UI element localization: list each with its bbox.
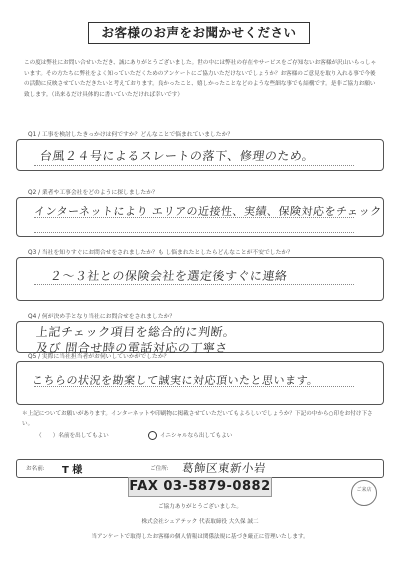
page-title: お客様のお声をお聞かせください bbox=[88, 22, 310, 44]
address-label: ご住所: bbox=[150, 466, 169, 472]
answer-4-text-line-1: 上記チェック項目を総合的に判断。 bbox=[35, 325, 237, 339]
answer-5-text: こちらの状況を勘案して誠実に対応頂いたと思います。 bbox=[31, 374, 320, 387]
answer-line bbox=[34, 217, 354, 218]
answer-line bbox=[34, 165, 354, 166]
answer-4-text-line-2: 及び 問合せ時の電話対応の丁寧さ bbox=[35, 341, 229, 355]
answer-line bbox=[34, 232, 354, 233]
publish-note: ＊上記についてお願いがあります。インターネットや印刷物に掲載させていただいてもよろしいでしょうか？下記の中から○印をお付け下さい。 bbox=[22, 411, 373, 427]
name-value: T 様 bbox=[62, 465, 83, 476]
option-name-ok-label: 名前を出してもよい bbox=[58, 433, 109, 439]
question-2-label: Q2 / 業者や工事会社をどのように探しましたか？ bbox=[28, 190, 158, 196]
option-initial-ok[interactable] bbox=[148, 431, 232, 440]
intro-text: この度は弊社にお問い合せいただき、誠にありがとうございました。世の中には弊社の存在やサービスをご存知ないお客様が沢山いらっしゃいます。その方たちに弊社をよく知っていただくためのアンケートにご協力いただけないでしょうか？お客様のご意見を取り入れる事で今後の活動に反映させていただきたいと考えております。良かったこと、嬉しかったことなどのような些細な事でも結構です。是非ご協力お願い致します。（出来るだけ具体的に書いていただければ幸いです） bbox=[24, 60, 377, 98]
question-5-label: Q5 / 実際に当社担当者がお伺いしていかがでしたか？ bbox=[28, 354, 170, 360]
fax-number: FAX 03-5879-0882 bbox=[128, 477, 272, 497]
option-initial-ok-label: イニシャルなら出してもよい bbox=[160, 433, 233, 439]
privacy-text: 当アンケートで取得したお客様の個人情報は関係法規に基づき厳正に管理いたします。 bbox=[91, 534, 309, 540]
question-1-label: Q1 / 工事を検討したきっかけは何ですか？どんなことで悩まれていましたか？ bbox=[28, 132, 234, 138]
company-text: 株式会社シェアテック 代表取締役 大久保 誠二 bbox=[141, 519, 259, 525]
address-value: 葛飾区東新小岩 bbox=[181, 461, 267, 475]
circle-mark bbox=[148, 431, 157, 440]
answer-line bbox=[34, 386, 354, 387]
answer-1-text: 台風２４号によるスレートの落下、修理のため。 bbox=[39, 149, 316, 163]
option-name-ok[interactable] bbox=[36, 431, 109, 439]
answer-2-text: インターネットにより エリアの近接性、実績、保険対応をチェック bbox=[33, 205, 383, 218]
answer-line bbox=[34, 284, 354, 285]
stamp-text: ご来店 bbox=[356, 487, 372, 493]
thanks-text: ご協力ありがとうございました。 bbox=[158, 504, 242, 510]
question-3-label: Q3 / 当社を知りすぐにお問合せをされましたか？も し悩まれたとしたらどんなことが不安でしたか？ bbox=[28, 250, 293, 256]
question-4-label: Q4 / 何が決め手となり当社にお問合せをされましたか？ bbox=[28, 314, 176, 320]
answer-3-text: ２～３社との保険会社を選定後すぐに連絡 bbox=[49, 269, 289, 283]
name-label: お名前: bbox=[26, 466, 45, 472]
option-paren: （ ） bbox=[36, 433, 59, 439]
